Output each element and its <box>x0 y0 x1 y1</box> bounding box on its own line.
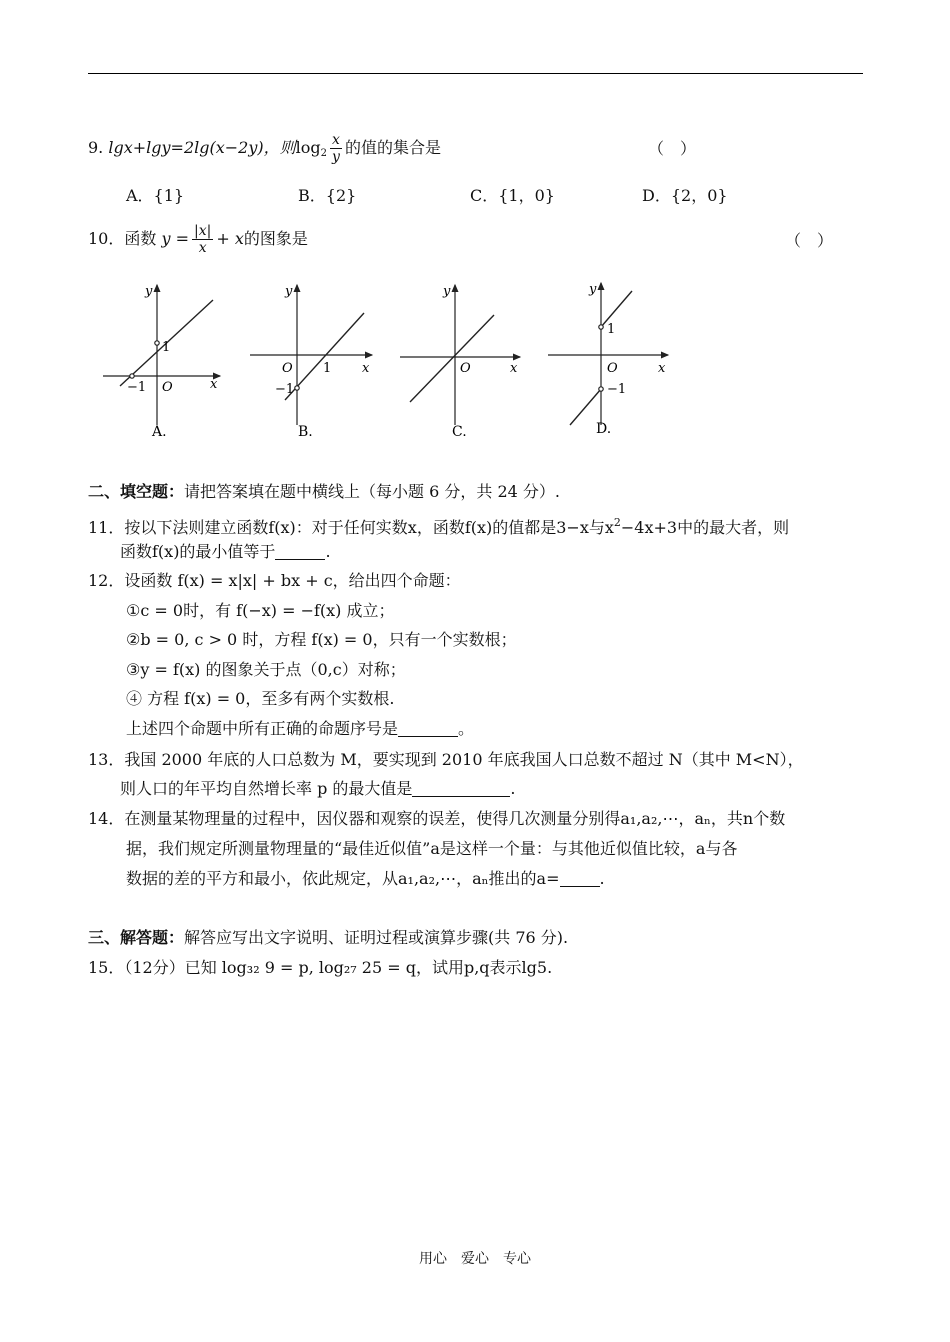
q9-log: log <box>295 138 321 157</box>
q14-text-3: 数据的差的平方和最小，依此规定，从a₁,a₂,⋯，aₙ推出的a= <box>126 869 560 888</box>
q14-line-3 <box>126 868 605 890</box>
q11-text-1: 11．按以下法则建立函数f(x)：对于任何实数x，函数f(x)的值都是3−x与x <box>88 518 614 537</box>
q14-line-1: 14．在测量某物理量的过程中，因仪器和观察的误差，使得几次测量分别得a₁,a₂,⋯，aₙ，共n个数 <box>88 809 786 828</box>
graph-c-label: C. <box>452 424 467 440</box>
q12-tail-text: 上述四个命题中所有正确的命题序号是 <box>126 719 399 738</box>
graph-b-open-point <box>295 386 299 390</box>
q10-stem-post: 的图象是 <box>243 229 308 248</box>
graph-d-label: D. <box>596 421 612 437</box>
section-3-title: 三、解答题： <box>88 928 185 947</box>
graph-d-tick-m1: −1 <box>607 382 627 397</box>
q9-option-c: C．{1，0} <box>470 186 555 205</box>
q12-answer-blank[interactable] <box>398 720 458 737</box>
graph-a-open-point-2 <box>130 374 134 378</box>
graph-a-tick-m1: −1 <box>127 380 147 395</box>
graph-a-label: A. <box>152 424 167 440</box>
q9-answer-paren: （ ） <box>648 139 697 158</box>
graph-b-y-label: y <box>285 284 293 299</box>
graph-b-tick-1: 1 <box>323 361 332 376</box>
q10-fraction <box>192 223 213 256</box>
graph-c-origin: O <box>460 361 471 376</box>
q10-stem <box>88 221 308 257</box>
graph-b <box>250 285 372 425</box>
graph-a <box>103 285 220 425</box>
graph-c-y-label: y <box>443 284 451 299</box>
q11-text-2-end: . <box>325 542 331 561</box>
graph-d-open-point-upper <box>599 325 603 329</box>
q12-tail-end: 。 <box>458 719 475 738</box>
q10-formula-lhs: y = <box>161 229 190 248</box>
q14-answer-blank[interactable] <box>560 870 600 887</box>
graph-a-x-label: x <box>210 377 218 392</box>
q11-text-2: 函数f(x)的最小值等于 <box>120 542 276 561</box>
q13-text-2: 则人口的年平均自然增长率 p 的最大值是 <box>120 779 413 798</box>
q9-option-a: A．{1} <box>126 186 185 205</box>
section-2-heading <box>88 481 560 503</box>
graph-d-origin: O <box>607 361 618 376</box>
q10-number: 10． <box>88 229 125 248</box>
graph-b-tick-m1: −1 <box>275 382 295 397</box>
q11-sup: 2 <box>613 516 621 529</box>
section-2-title: 二、填空题： <box>88 482 185 501</box>
graph-c-line <box>410 315 494 402</box>
graph-a-open-point <box>155 341 159 345</box>
q9-stem-post: 的值的集合是 <box>344 138 441 157</box>
q12-item-3: ③y = f(x) 的图象关于点（0,c）对称； <box>126 660 406 679</box>
graph-d-tick-1: 1 <box>607 322 616 337</box>
page-footer: 用心 爱心 专心 <box>419 1251 531 1267</box>
q10-stem-pre: 函数 <box>124 229 157 248</box>
graph-c-x-label: x <box>510 361 518 376</box>
graph-b-label: B. <box>298 424 313 440</box>
q11-answer-blank[interactable] <box>275 543 325 560</box>
q12-item-4: ④ 方程 f(x) = 0，至多有两个实数根. <box>126 689 395 708</box>
q9-fraction <box>330 132 342 165</box>
q11-line-2 <box>120 541 331 563</box>
graph-d <box>548 283 668 425</box>
section-2-desc: 请把答案填在题中横线上（每小题 6 分，共 24 分）. <box>184 482 560 501</box>
q9-frac-num: x <box>330 132 342 149</box>
q12-item-1: ①c = 0时，有 f(−x) = −f(x) 成立； <box>126 601 395 620</box>
q12-tail <box>126 718 474 740</box>
q10-answer-paren: （ ） <box>785 231 834 250</box>
q10-frac-num: |x| <box>194 223 212 239</box>
q14-text-3-end: . <box>599 869 605 888</box>
graph-d-open-point-lower <box>599 387 603 391</box>
q11-line-1 <box>88 512 789 539</box>
q9-log-base: 2 <box>320 148 328 159</box>
header-rule <box>88 73 863 74</box>
q14-line-2: 据，我们规定所测量物理量的“最佳近似值”a是这样一个量：与其他近似值比较，a与各 <box>126 839 738 858</box>
graph-d-line-lower <box>570 389 601 425</box>
graph-a-tick-1: 1 <box>162 340 171 355</box>
q15-line: 15．（12分）已知 log₃₂ 9 = p, log₂₇ 25 = q，试用p,q表示lg5. <box>88 958 553 977</box>
q13-answer-blank[interactable] <box>412 780 510 797</box>
graph-c <box>400 285 520 425</box>
graph-d-y-label: y <box>589 282 597 297</box>
graph-b-origin: O <box>282 361 293 376</box>
q10-formula-rhs: + x <box>216 229 244 248</box>
q9-option-d: D．{2，0} <box>642 186 728 205</box>
q9-frac-den: y <box>332 149 340 165</box>
section-3-heading <box>88 927 568 949</box>
q9-stem <box>88 132 441 169</box>
q12-item-2: ②b = 0, c > 0 时，方程 f(x) = 0，只有一个实数根； <box>126 630 517 649</box>
q10-frac-den: x <box>198 240 207 256</box>
q11-text-1b: −4x+3中的最大者，则 <box>620 518 790 537</box>
graph-d-line-upper <box>601 291 632 327</box>
q12-stem: 12．设函数 f(x) = x|x| + bx + c，给出四个命题： <box>88 571 461 590</box>
q10-graphs <box>0 275 950 455</box>
q9-number: 9. <box>88 138 104 157</box>
section-3-desc: 解答应写出文字说明、证明过程或演算步骤(共 76 分). <box>184 928 569 947</box>
graph-b-x-label: x <box>362 361 370 376</box>
q13-text-2-end: . <box>510 779 516 798</box>
graph-a-y-label: y <box>145 284 153 299</box>
graph-a-origin: O <box>162 380 173 395</box>
q9-stem-pre: lgx+lgy=2lg(x−2y)，则 <box>108 138 296 157</box>
graph-d-x-label: x <box>658 361 666 376</box>
q9-option-b: B．{2} <box>298 186 357 205</box>
q13-line-2 <box>120 778 516 800</box>
q13-line-1: 13．我国 2000 年底的人口总数为 M，要实现到 2010 年底我国人口总数不超过 N（其中 M<N）， <box>88 750 804 769</box>
